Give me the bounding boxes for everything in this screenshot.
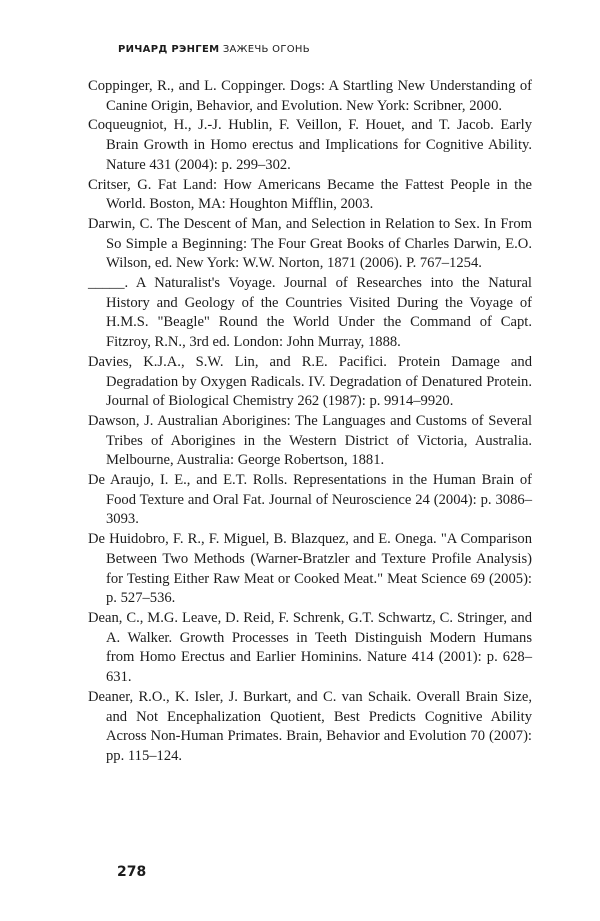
reference-entry: Critser, G. Fat Land: How Americans Became the Fattest People in the World. Boston, MA: Houghton Mifflin, 2003.	[88, 176, 532, 213]
reference-entry: Darwin, C. The Descent of Man, and Selection in Relation to Sex. In From So Simple a Beginning: The Four Great Books of Charles Darwin, E.O. Wilson, ed. New York: W.W. Norton, 1871 (2006). P. 767–1254.	[88, 215, 532, 272]
reference-entry: Davies, K.J.A., S.W. Lin, and R.E. Pacifici. Protein Damage and Degradation by Oxygen Radicals. IV. Degradation of Denatured Protein. Journal of Biological Chemistry 262 (1987): p. 9914–9920.	[88, 353, 532, 410]
reference-entry: Coppinger, R., and L. Coppinger. Dogs: A Startling New Understanding of Canine Origin, Behavior, and Evolution. New York: Scribner, 2000.	[88, 78, 532, 114]
reference-list	[88, 77, 532, 767]
reference-entry: De Araujo, I. E., and E.T. Rolls. Representations in the Human Brain of Food Texture and Oral Fat. Journal of Neuroscience 24 (2004): p. 3086–3093.	[88, 472, 532, 528]
running-head-author: РИЧАРД РЭНГЕМ	[118, 44, 220, 55]
reference-entry: Dawson, J. Australian Aborigines: The Languages and Customs of Several Tribes of Aborigines in the Western District of Victoria, Australia. Melbourne, Australia: George Robertson, 1881.	[88, 412, 532, 469]
reference-entry: De Huidobro, F. R., F. Miguel, B. Blazquez, and E. Onega. "A Comparison Between Two Methods (Warner-Bratzler and Texture Profile Analysis) for Testing Either Raw Meat or Cooked Meat." Meat Science 69 (2005): p. 527–536.	[88, 531, 532, 607]
running-head	[118, 44, 310, 55]
reference-entry: Dean, C., M.G. Leave, D. Reid, F. Schrenk, G.T. Schwartz, C. Stringer, and A. Walker. Growth Processes in Teeth Distinguish Modern Humans from Homo Erectus and Earlier Hominins. Nature 414 (2001): p. 628–631.	[88, 609, 532, 686]
reference-entry: _____. A Naturalist's Voyage. Journal of Researches into the Natural History and Geology of the Countries Visited During the Voyage of H.M.S. "Beagle" Round the World Under the Command of Capt. Fitzroy, R.N., 3rd ed. London: John Murray, 1888.	[88, 275, 532, 351]
page-number: 278	[117, 864, 147, 880]
running-head-title: ЗАЖЕЧЬ ОГОНЬ	[222, 44, 310, 55]
reference-entry: Coqueugniot, H., J.-J. Hublin, F. Veillon, F. Houet, and T. Jacob. Early Brain Growth in Homo erectus and Implications for Cognitive Ability. Nature 431 (2004): p. 299–302.	[88, 117, 532, 173]
reference-entry: Deaner, R.O., K. Isler, J. Burkart, and C. van Schaik. Overall Brain Size, and Not Encephalization Quotient, Best Predicts Cognitive Ability Across Non-Human Primates. Brain, Behavior and Evolution 70 (2007): pp. 115–124.	[88, 688, 532, 764]
